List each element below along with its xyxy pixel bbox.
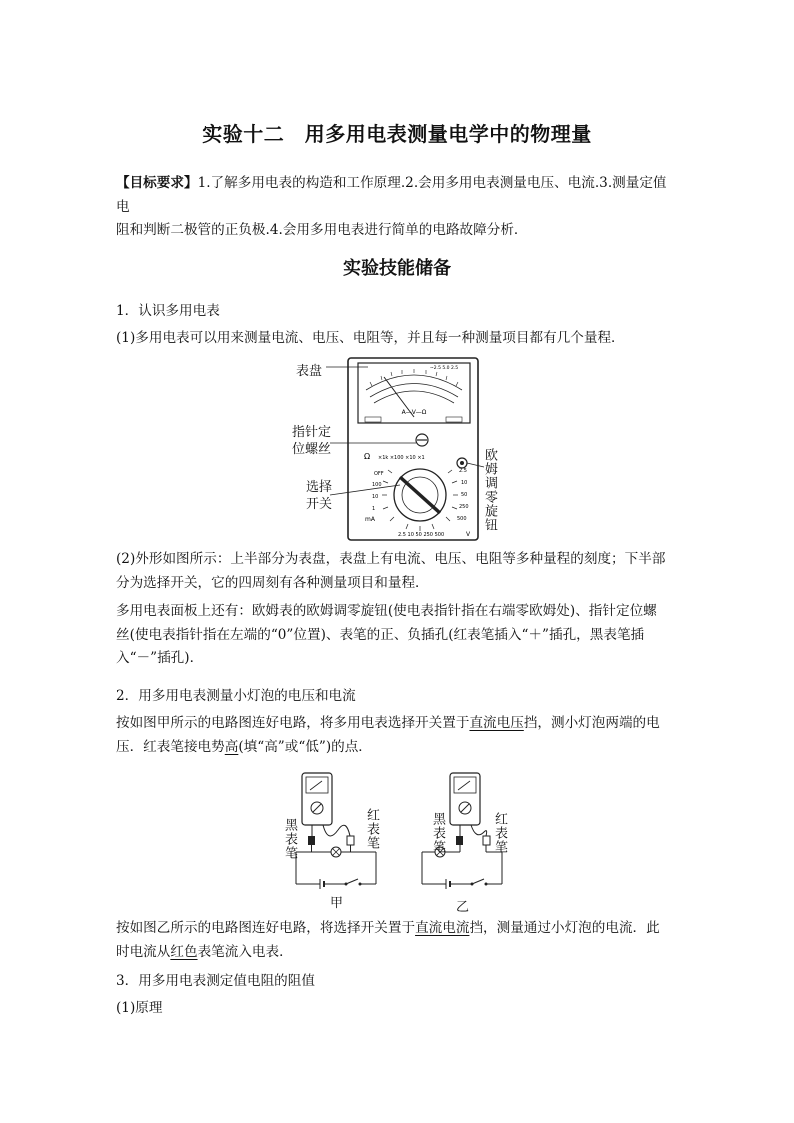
s1-para2-line2: 分为选择开关，它的四周刻有各种测量项目和量程．: [116, 574, 429, 591]
s2-heading: 2．用多用电表测量小灯泡的电压和电流: [116, 688, 356, 704]
v-ranges-bottom: 2.5 10 50 250 500: [398, 532, 445, 538]
s1-para1: (1)多用电表可以用来测量电流、电压、电阻等，并且每一种测量项目都有几个量程．: [116, 330, 625, 346]
v-range-250: 250: [459, 504, 469, 510]
circuit-b-red-pen-label: 红表笔: [492, 812, 507, 854]
s1-para3: [116, 600, 678, 671]
label-ohm-zero-knob: 欧姆调零旋钮: [482, 448, 497, 532]
s1-heading: 1．认识多用电表: [116, 303, 220, 319]
caption-jia: 甲: [330, 896, 344, 911]
off-label: OFF: [374, 471, 384, 477]
goal-tag: 【目标要求】: [116, 175, 198, 191]
v-range-500: 500: [457, 516, 467, 522]
s2-answer-dc-current: 直流电流: [415, 920, 470, 936]
s2-para1-a: 按如图甲所示的电路图连好电路，将多用电表选择开关置于: [116, 715, 470, 731]
s2-para2-a: 按如图乙所示的电路图连好电路，将选择开关置于: [116, 920, 416, 936]
ohm-symbol: Ω: [364, 452, 371, 461]
dial-corner-text: ~2.5 5.0 2.5: [430, 366, 459, 371]
circuit-a-red-pen-label: 红表笔: [364, 808, 379, 850]
range-top-text: ×1k ×100 ×10 ×1: [378, 455, 425, 461]
v-label: V: [466, 531, 471, 538]
s2-para1-b: 挡，测小灯泡两端的电: [523, 715, 660, 731]
label-screw-line2: 位螺丝: [292, 442, 332, 457]
s2-answer-dc-voltage: 直流电压: [469, 715, 524, 731]
ma-range-100: 100: [372, 482, 382, 488]
s2-answer-high: 高: [224, 738, 239, 755]
s2-answer-red: 红色: [170, 943, 198, 960]
ma-label: mA: [365, 516, 375, 523]
s2-para1-c: 压．红表笔接电势: [116, 738, 225, 755]
goal-line-1: 1.了解多用电表的构造和工作原理.2.会用多用电表测量电压、电流.3.测量定值电: [116, 175, 667, 215]
s2-para2-b: 挡，测量通过小灯泡的电流．此: [469, 920, 660, 936]
label-dial: 表盘: [296, 364, 323, 379]
v-range-10: 10: [461, 480, 468, 486]
circuit-a-black-pen-label: 黑表笔: [282, 818, 297, 860]
v-range-2-5: 2.5: [459, 468, 467, 474]
ma-range-1: 1: [372, 506, 376, 512]
label-positioning-screw: [292, 424, 331, 458]
label-switch-line2: 开关: [306, 497, 333, 512]
s2-para1: [116, 712, 678, 759]
s2-para2-c: 时电流从: [116, 943, 171, 960]
circuit-figure: [280, 770, 520, 905]
circuit-b-black-pen-label: 黑表笔: [430, 812, 445, 854]
goal-paragraph: [116, 172, 678, 243]
page-title: 实验十二 用多用电表测量电学中的物理量: [202, 122, 592, 146]
v-range-50: 50: [461, 492, 468, 498]
s2-para2: [116, 917, 678, 964]
ma-range-10: 10: [372, 494, 379, 500]
goal-line-2: 阻和判断二极管的正负极.4.会用多用电表进行简单的电路故障分析．: [116, 222, 528, 238]
s3-sub1: (1)原理: [116, 1000, 163, 1016]
s3-heading: 3．用多用电表测定值电阻的阻值: [116, 973, 315, 989]
s1-para3-line2: 丝(使电表指针指在左端的“0”位置)、表笔的正、负插孔(红表笔插入“＋”插孔，黑表笔插: [116, 626, 645, 643]
label-switch-line1: 选择: [306, 480, 333, 495]
s1-para3-line3: 入“－”插孔)．: [116, 650, 204, 666]
s2-para2-d: 表笔流入电表．: [197, 943, 293, 960]
label-selector-switch: [306, 479, 332, 513]
scale-text: A—V—Ω: [401, 409, 427, 416]
s1-para2-line1: (2)外形如图所示：上半部分为表盘，表盘上有电流、电压、电阻等多种量程的刻度；下半部: [116, 551, 666, 567]
s1-para2: [116, 548, 678, 595]
caption-yi: 乙: [456, 900, 470, 915]
label-screw-line1: 指针定: [292, 425, 332, 440]
section-title: 实验技能储备: [343, 258, 451, 279]
s2-para1-d: (填“高”或“低”)的点．: [238, 738, 372, 755]
s1-para3-line1: 多用电表面板上还有：欧姆表的欧姆调零旋钮(使电表指针指在右端零欧姆处)、指针定位螺: [116, 603, 657, 619]
